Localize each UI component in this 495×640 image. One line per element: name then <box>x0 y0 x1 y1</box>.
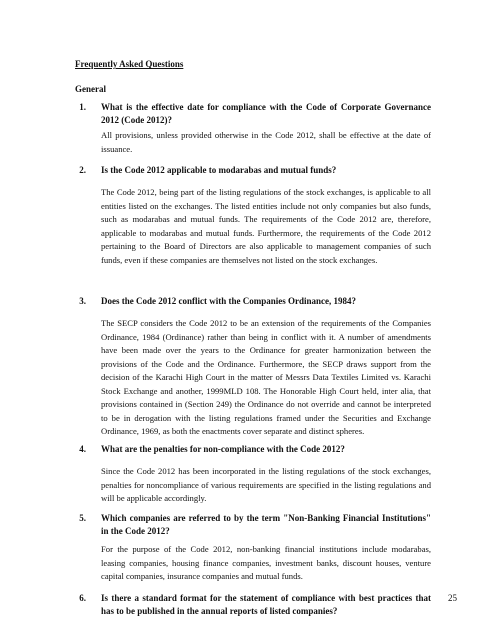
answer-text: For the purpose of the Code 2012, non-banking financial institutions include modarabas, leasing companies, housing finance companies, investment banks, discount houses, venture capital companies, insurance companies and mutual funds. <box>101 544 431 581</box>
question-text: What is the effective date for compliance with the Code of Corporate Governance 2012 (Code 2012)? <box>101 102 431 125</box>
question-text: Is the Code 2012 applicable to modarabas and mutual funds? <box>101 165 337 175</box>
question-number: 3. <box>79 296 86 306</box>
answer-text: The SECP considers the Code 2012 to be an extension of the requirements of the Companies Ordinance, 1984 (Ordinance) rather than being in conflict with it. A number of amendments have been made over the years to the Ordinance for greater harmonization between the provisions of the Code and the Ordinance. Furthermore, the SECP draws support from the decision of the Karachi High Court in the matter of Messrs Data Textiles Limited vs. Karachi Stock Exchange and another, 1999MLD 108. The Honorable High Court held, inter alia, that provisions contained in (Section 249) the Ordinance do not override and cannot be interpreted to be in derogation with the listing regulations framed under the Securities and Exchange Ordinance, 1969, as both the enactments cover separate and distinct spheres. <box>101 318 431 436</box>
question-number: 6. <box>79 593 86 603</box>
section-title: General <box>75 84 106 94</box>
question-text: Which companies are referred to by the term "Non-Banking Financial Institutions" in the Code 2012? <box>101 513 431 536</box>
question-number: 5. <box>79 513 86 523</box>
faq-title: Frequently Asked Questions <box>75 59 184 69</box>
question-number: 1. <box>79 102 86 112</box>
page-number: 25 <box>448 593 457 603</box>
answer-text: The Code 2012, being part of the listing regulations of the stock exchanges, is applicable to all entities listed on the exchanges. The listed entities include not only companies but also funds, such as modarabas and mutual funds. The requirements of the Code 2012 are, therefore, applicable to modarabas and mutual funds. Furthermore, the requirements of the Code 2012 pertaining to the Board of Directors are also applicable to management companies of such funds, even if these companies are themselves not listed on the stock exchanges. <box>101 187 431 265</box>
answer-text: All provisions, unless provided otherwise in the Code 2012, shall be effective at the date of issuance. <box>101 130 431 154</box>
question-text: Is there a standard format for the statement of compliance with best practices that has to be published in the annual reports of listed companies? <box>101 593 431 616</box>
question-number: 4. <box>79 444 86 454</box>
question-text: Does the Code 2012 conflict with the Companies Ordinance, 1984? <box>101 296 356 306</box>
question-text: What are the penalties for non-compliance with the Code 2012? <box>101 444 345 454</box>
question-number: 2. <box>79 165 86 175</box>
answer-text: Since the Code 2012 has been incorporated in the listing regulations of the stock exchanges, penalties for noncompliance of various requirements are specified in the listing regulations and will be applicable accordingly. <box>101 466 431 503</box>
